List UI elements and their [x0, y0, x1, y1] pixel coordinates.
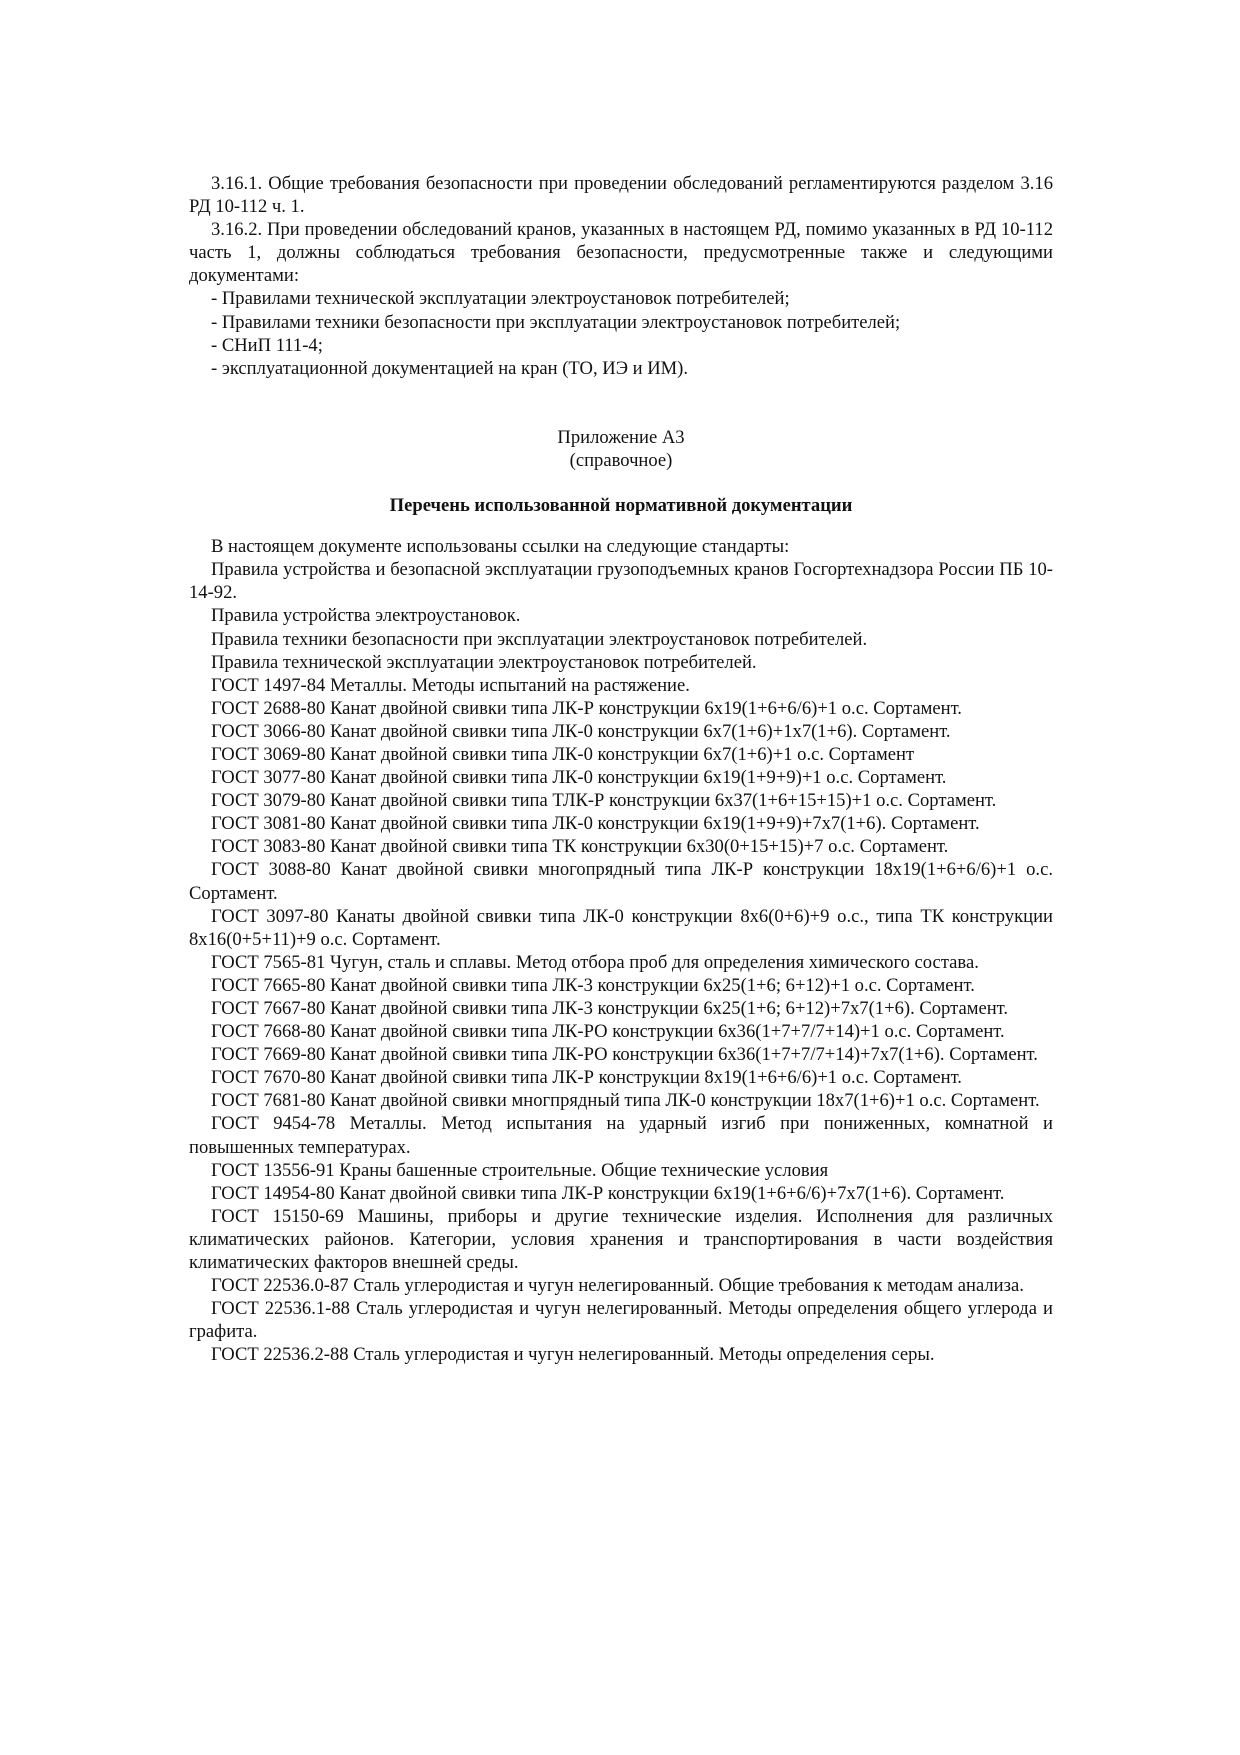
reference-item: ГОСТ 7669-80 Канат двойной свивки типа ЛК-РО конструкции 6х36(1+7+7/7+14)+7х7(1+6). Сортамент.	[211, 1044, 1038, 1066]
reference-item: ГОСТ 7667-80 Канат двойной свивки типа ЛК-3 конструкции 6х25(1+6; 6+12)+7х7(1+6). Сортамент.	[211, 998, 1009, 1019]
reference-item: ГОСТ 3088-80 Канат двойной свивки многопрядный типа ЛК-Р конструкции 18х19(1+6+6/6)+1 о.с. Сортамент.	[189, 859, 1053, 904]
reference-item: ГОСТ 3066-80 Канат двойной свивки типа ЛК-0 конструкции 6х7(1+6)+1х7(1+6). Сортамент.	[211, 720, 951, 742]
reference-item: ГОСТ 9454-78 Металлы. Метод испытания на ударный изгиб при пониженных, комнатной и повышенных температурах.	[189, 1113, 1053, 1158]
references-list	[189, 535, 1053, 1366]
reference-item: Правила технической эксплуатации электроустановок потребителей.	[211, 651, 757, 673]
document-page	[189, 172, 1053, 1367]
reference-item: ГОСТ 14954-80 Канат двойной свивки типа ЛК-Р конструкции 6х19(1+6+6/6)+7х7(1+6). Сортамент.	[211, 1182, 1005, 1204]
reference-item: ГОСТ 3069-80 Канат двойной свивки типа ЛК-0 конструкции 6х7(1+6)+1 о.с. Сортамент	[211, 743, 915, 765]
reference-item: ГОСТ 1497-84 Металлы. Методы испытаний на растяжение.	[211, 674, 690, 696]
reference-item: ГОСТ 22536.1-88 Сталь углеродистая и чугун нелегированный. Методы определения общего углерода и графита.	[189, 1298, 1053, 1343]
list-item: - Правилами технической эксплуатации электроустановок потребителей;	[211, 288, 790, 310]
reference-item: ГОСТ 22536.0-87 Сталь углеродистая и чугун нелегированный. Общие требования к методам анализа.	[211, 1275, 1024, 1297]
reference-item: ГОСТ 7670-80 Канат двойной свивки типа ЛК-Р конструкции 8х19(1+6+6/6)+1 о.с. Сортамент.	[211, 1067, 962, 1089]
reference-item: ГОСТ 3077-80 Канат двойной свивки типа ЛК-0 конструкции 6х19(1+9+9)+1 о.с. Сортамент.	[211, 767, 947, 789]
reference-item: ГОСТ 22536.2-88 Сталь углеродистая и чугун нелегированный. Методы определения серы.	[211, 1344, 935, 1366]
reference-item: ГОСТ 3097-80 Канаты двойной свивки типа ЛК-0 конструкции 8х6(0+6)+9 о.с., типа ТК конструкции 8х16(0+5+11)+9 о.с. Сортамент.	[189, 905, 1053, 950]
reference-item: ГОСТ 7668-80 Канат двойной свивки типа ЛК-РО конструкции 6х36(1+7+7/7+14)+1 о.с. Сортамент.	[211, 1021, 1005, 1043]
reference-item: ГОСТ 3081-80 Канат двойной свивки типа ЛК-0 конструкции 6х19(1+9+9)+7х7(1+6). Сортамент.	[211, 813, 980, 835]
reference-item: ГОСТ 15150-69 Машины, приборы и другие технические изделия. Исполнения для различных климатических районов. Категории, условия хранения и транспортирования в части воздействия климатических факторов внешней среды.	[189, 1205, 1053, 1274]
reference-item: ГОСТ 3079-80 Канат двойной свивки типа ТЛК-Р конструкции 6х37(1+6+15+15)+1 о.с. Сортамент.	[211, 790, 997, 812]
reference-item: ГОСТ 7665-80 Канат двойной свивки типа ЛК-3 конструкции 6х25(1+6; 6+12)+1 о.с. Сортамент.	[211, 974, 975, 996]
reference-item: ГОСТ 13556-91 Краны башенные строительные. Общие технические условия	[211, 1159, 829, 1181]
reference-item: ГОСТ 7565-81 Чугун, сталь и сплавы. Метод отбора проб для определения химического состава.	[211, 951, 979, 973]
paragraph-3-16-1: 3.16.1. Общие требования безопасности при проведении обследований регламентируются разделом 3.16 РД 10-112 ч. 1.	[189, 173, 1053, 218]
reference-item: Правила устройства электроустановок.	[211, 605, 521, 627]
reference-item: Правила устройства и безопасной эксплуатации грузоподъемных кранов Госгортехнадзора России ПБ 10-14-92.	[189, 559, 1053, 604]
reference-item: ГОСТ 7681-80 Канат двойной свивки многпрядный типа ЛК-0 конструкции 18х7(1+6)+1 о.с. Сортамент.	[211, 1090, 1040, 1112]
reference-item: ГОСТ 3083-80 Канат двойной свивки типа ТК конструкции 6х30(0+15+15)+7 о.с. Сортамент.	[211, 836, 949, 858]
list-item: - эксплуатационной документацией на кран (ТО, ИЭ и ИМ).	[211, 357, 689, 379]
reference-item: ГОСТ 2688-80 Канат двойной свивки типа ЛК-Р конструкции 6х19(1+6+6/6)+1 о.с. Сортамент.	[211, 697, 962, 719]
references-intro: В настоящем документе использованы ссылки на следующие стандарты:	[211, 536, 790, 558]
list-item: - СНиП 111-4;	[211, 334, 323, 356]
appendix-header	[189, 426, 1053, 517]
appendix-heading: Перечень использованной нормативной документации	[389, 495, 853, 517]
reference-item: Правила техники безопасности при эксплуатации электроустановок потребителей.	[211, 628, 868, 650]
paragraph-3-16-2: 3.16.2. При проведении обследований кранов, указанных в настоящем РД, помимо указанных в РД 10-112 часть 1, должны соблюдаться требования безопасности, предусмотренные также и следующими документами:	[189, 219, 1053, 287]
appendix-subtitle: (справочное)	[569, 449, 673, 471]
list-item: - Правилами техники безопасности при эксплуатации электроустановок потребителей;	[211, 311, 901, 333]
appendix-title: Приложение А3	[557, 426, 685, 448]
intro-section	[189, 172, 1053, 380]
